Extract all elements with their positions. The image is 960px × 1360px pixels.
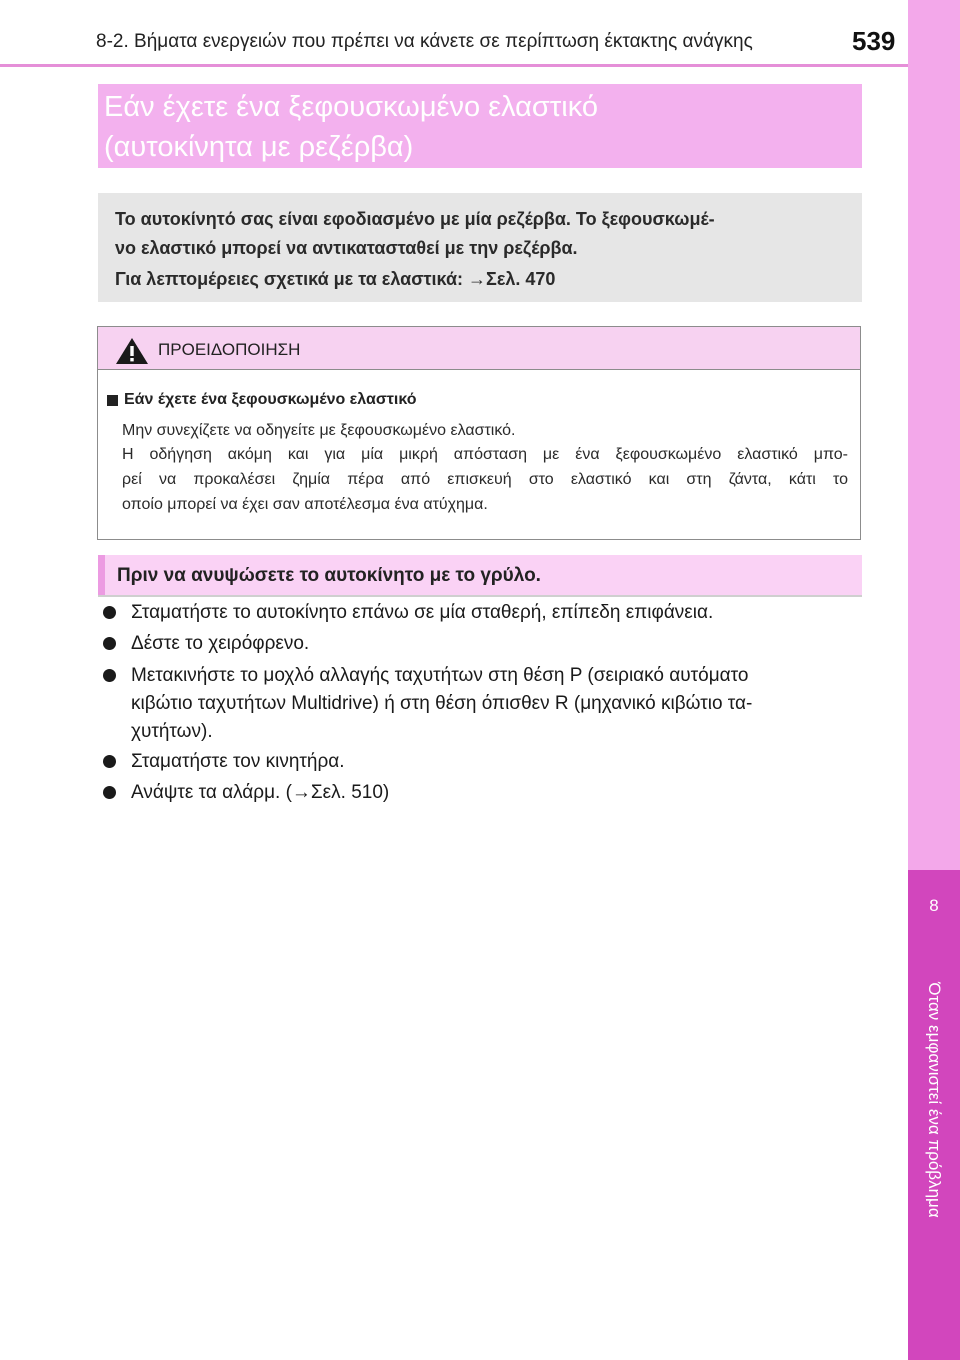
warning-triangle-icon bbox=[115, 337, 149, 370]
running-header: 8-2. Βήματα ενεργειών που πρέπει να κάνετε σε περίπτωση έκτακτης ανάγκης bbox=[96, 31, 753, 52]
warning-subtitle: Εάν έχετε ένα ξεφουσκωμένο ελαστικό bbox=[124, 391, 417, 408]
warning-text-line: Μην συνεχίζετε να οδηγείτε με ξεφουσκωμένο ελαστικό. bbox=[122, 422, 516, 439]
bullet-dot-icon bbox=[103, 669, 116, 682]
step-text: Ανάψτε τα αλάρμ. (→Σελ. 510) bbox=[131, 782, 390, 803]
square-bullet-icon bbox=[107, 395, 118, 406]
subsection-title: Πριν να ανυψώσετε το αυτοκίνητο με το γρύλο. bbox=[117, 565, 541, 586]
warning-text-line: Η οδήγηση ακόμη και για μία μικρή απόσταση με ένα ξεφουσκωμένο ελαστικό μπο- bbox=[122, 446, 848, 463]
warning-text-line: ρεί να προκαλέσει ζημία πέρα από επισκευή στο ελαστικό και στη ζάντα, κάτι το bbox=[122, 471, 848, 488]
page-number: 539 bbox=[852, 26, 896, 56]
bullet-dot-icon bbox=[103, 606, 116, 619]
bullet-dot-icon bbox=[103, 786, 116, 799]
intro-text-line: νο ελαστικό μπορεί να αντικατασταθεί με την ρεζέρβα. bbox=[115, 238, 578, 258]
chapter-title: Όταν εμφανιστεί ένα πρόβλημα bbox=[925, 982, 944, 1218]
chapter-number: 8 bbox=[929, 896, 939, 915]
step-text: Δέστε το χειρόφρενο. bbox=[131, 633, 310, 654]
section-title-line: (αυτοκίνητα με ρεζέρβα) bbox=[104, 131, 414, 163]
step-text: Μετακινήστε το μοχλό αλλαγής ταχυτήτων στη θέση P (σειριακό αυτόματο bbox=[131, 665, 749, 686]
step-text: Σταματήστε τον κινητήρα. bbox=[131, 751, 345, 772]
step-text: κιβώτιο ταχυτήτων Multidrive) ή στη θέση όπισθεν R (μηχανικό κιβώτιο τα- bbox=[131, 693, 753, 714]
warning-label: ΠΡΟΕΙΔΟΠΟΙΗΣΗ bbox=[158, 340, 301, 359]
bullet-dot-icon bbox=[103, 755, 116, 768]
header-rule bbox=[0, 64, 908, 67]
section-title bbox=[104, 87, 844, 167]
intro-reference: Για λεπτομέρειες σχετικά με τα ελαστικά: →Σελ. 470 bbox=[115, 269, 556, 289]
intro-text-line: Το αυτοκίνητό σας είναι εφοδιασμένο με μία ρεζέρβα. Το ξεφουσκωμέ- bbox=[115, 209, 715, 229]
warning-text-line: οποίο μπορεί να έχει σαν αποτέλεσμα ένα ατύχημα. bbox=[122, 496, 488, 513]
step-text: Σταματήστε το αυτοκίνητο επάνω σε μία σταθερή, επίπεδη επιφάνεια. bbox=[131, 602, 714, 623]
step-text: χυτήτων). bbox=[131, 721, 213, 742]
bullet-dot-icon bbox=[103, 637, 116, 650]
section-title-line: Εάν έχετε ένα ξεφουσκωμένο ελαστικό bbox=[104, 91, 598, 123]
subsection-accent-bar bbox=[98, 555, 105, 595]
